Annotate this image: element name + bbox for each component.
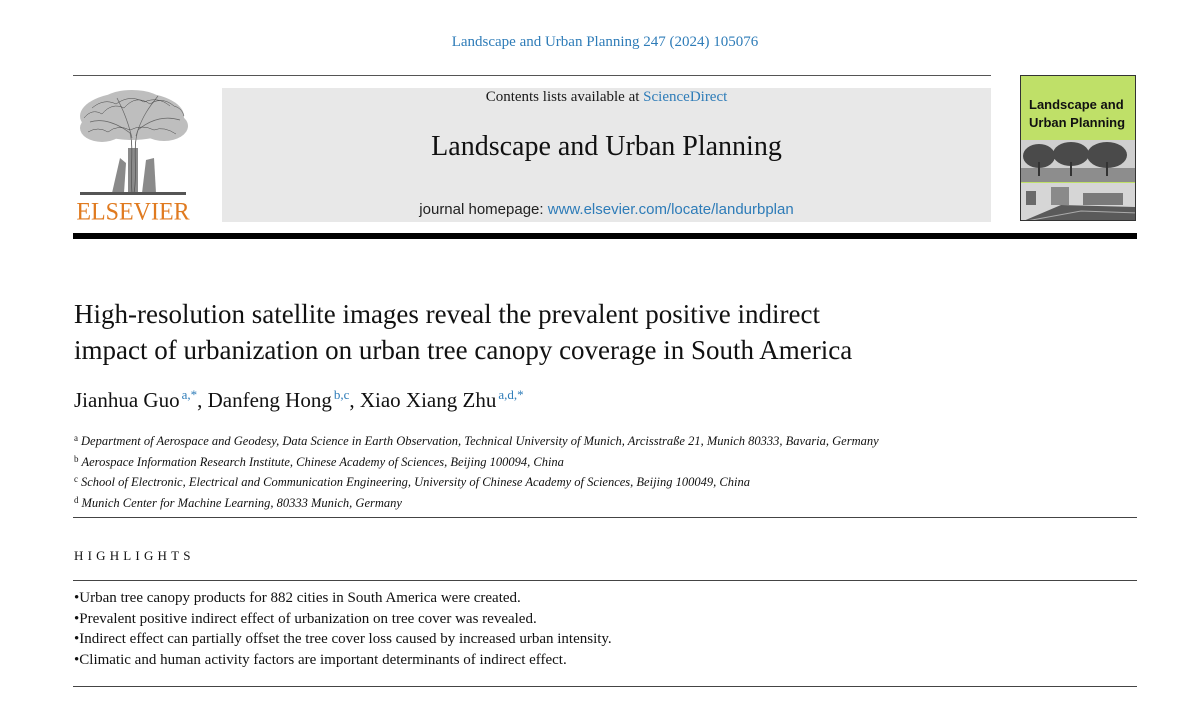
author-separator: ,	[349, 388, 360, 412]
homepage-link[interactable]: www.elsevier.com/locate/landurbplan	[547, 201, 794, 218]
author-affil-marker[interactable]: b,c	[333, 387, 350, 402]
author-affil-marker[interactable]: a,*	[181, 387, 198, 402]
journal-title: Landscape and Urban Planning	[431, 131, 782, 162]
affiliation-item	[74, 492, 879, 513]
journal-banner	[222, 88, 991, 222]
cover-title-line1: Landscape and	[1029, 97, 1124, 112]
affiliation-text: Department of Aerospace and Geodesy, Data Science in Earth Observation, Technical University of Munich, Arcisstraße 21, Munich 80333, Bavaria, Germany	[81, 434, 879, 448]
homepage-prefix: journal homepage:	[419, 201, 548, 218]
affiliation-list	[74, 430, 879, 512]
affiliation-item	[74, 471, 879, 492]
article-title-line1: High-resolution satellite images reveal the prevalent positive indirect	[74, 299, 821, 329]
section-divider	[73, 517, 1137, 518]
affiliation-key: a	[74, 433, 78, 443]
affiliation-item	[74, 430, 879, 451]
affiliation-item	[74, 451, 879, 472]
author-list	[74, 387, 524, 413]
affiliation-text: Munich Center for Machine Learning, 80333 Munich, Germany	[81, 495, 402, 510]
highlight-item: • Urban tree canopy products for 882 cities in South America were created.	[74, 588, 612, 609]
cover-photo-city	[1021, 183, 1136, 221]
sciencedirect-link[interactable]: ScienceDirect	[643, 89, 728, 105]
highlights-divider	[73, 580, 1137, 581]
cover-title-line2: Urban Planning	[1029, 115, 1126, 130]
affiliation-text: School of Electronic, Electrical and Communication Engineering, University of Chinese Academy of Sciences, Beijing 100049, China	[81, 475, 750, 489]
highlight-item: • Indirect effect can partially offset the tree cover loss caused by increased urban intensity.	[74, 629, 612, 650]
highlight-item: • Climatic and human activity factors are important determinants of indirect effect.	[74, 650, 612, 671]
highlights-list	[74, 588, 612, 670]
banner-bottom-rule	[73, 233, 1137, 239]
author-name[interactable]: Xiao Xiang Zhu	[359, 388, 497, 412]
article-title	[74, 296, 1074, 368]
journal-citation[interactable]: Landscape and Urban Planning 247 (2024) 105076	[451, 34, 759, 50]
affiliation-text: Aerospace Information Research Institute, Chinese Academy of Sciences, Beijing 100094, China	[81, 454, 564, 469]
homepage-line	[222, 201, 991, 218]
journal-cover-thumbnail[interactable]	[1020, 75, 1136, 221]
author-separator: ,	[197, 388, 208, 412]
highlights-heading: HIGHLIGHTS	[74, 548, 195, 563]
author-name[interactable]: Danfeng Hong	[207, 388, 332, 412]
header-divider	[73, 75, 991, 76]
contents-prefix: Contents lists available at	[485, 89, 644, 105]
contents-line	[222, 89, 991, 106]
cover-photo-trees	[1021, 140, 1136, 182]
article-title-line2: impact of urbanization on urban tree canopy coverage in South America	[74, 335, 853, 365]
affiliation-key: d	[74, 494, 79, 505]
highlights-bottom-divider	[73, 686, 1137, 687]
affiliation-key: c	[74, 474, 78, 484]
affiliation-key: b	[74, 453, 79, 464]
elsevier-wordmark: ELSEVIER	[76, 198, 190, 226]
cover-title	[1029, 96, 1136, 132]
highlight-item: • Prevalent positive indirect effect of urbanization on tree cover was revealed.	[74, 609, 612, 630]
author-name[interactable]: Jianhua Guo	[74, 388, 180, 412]
author-affil-marker[interactable]: a,d,*	[498, 387, 524, 402]
